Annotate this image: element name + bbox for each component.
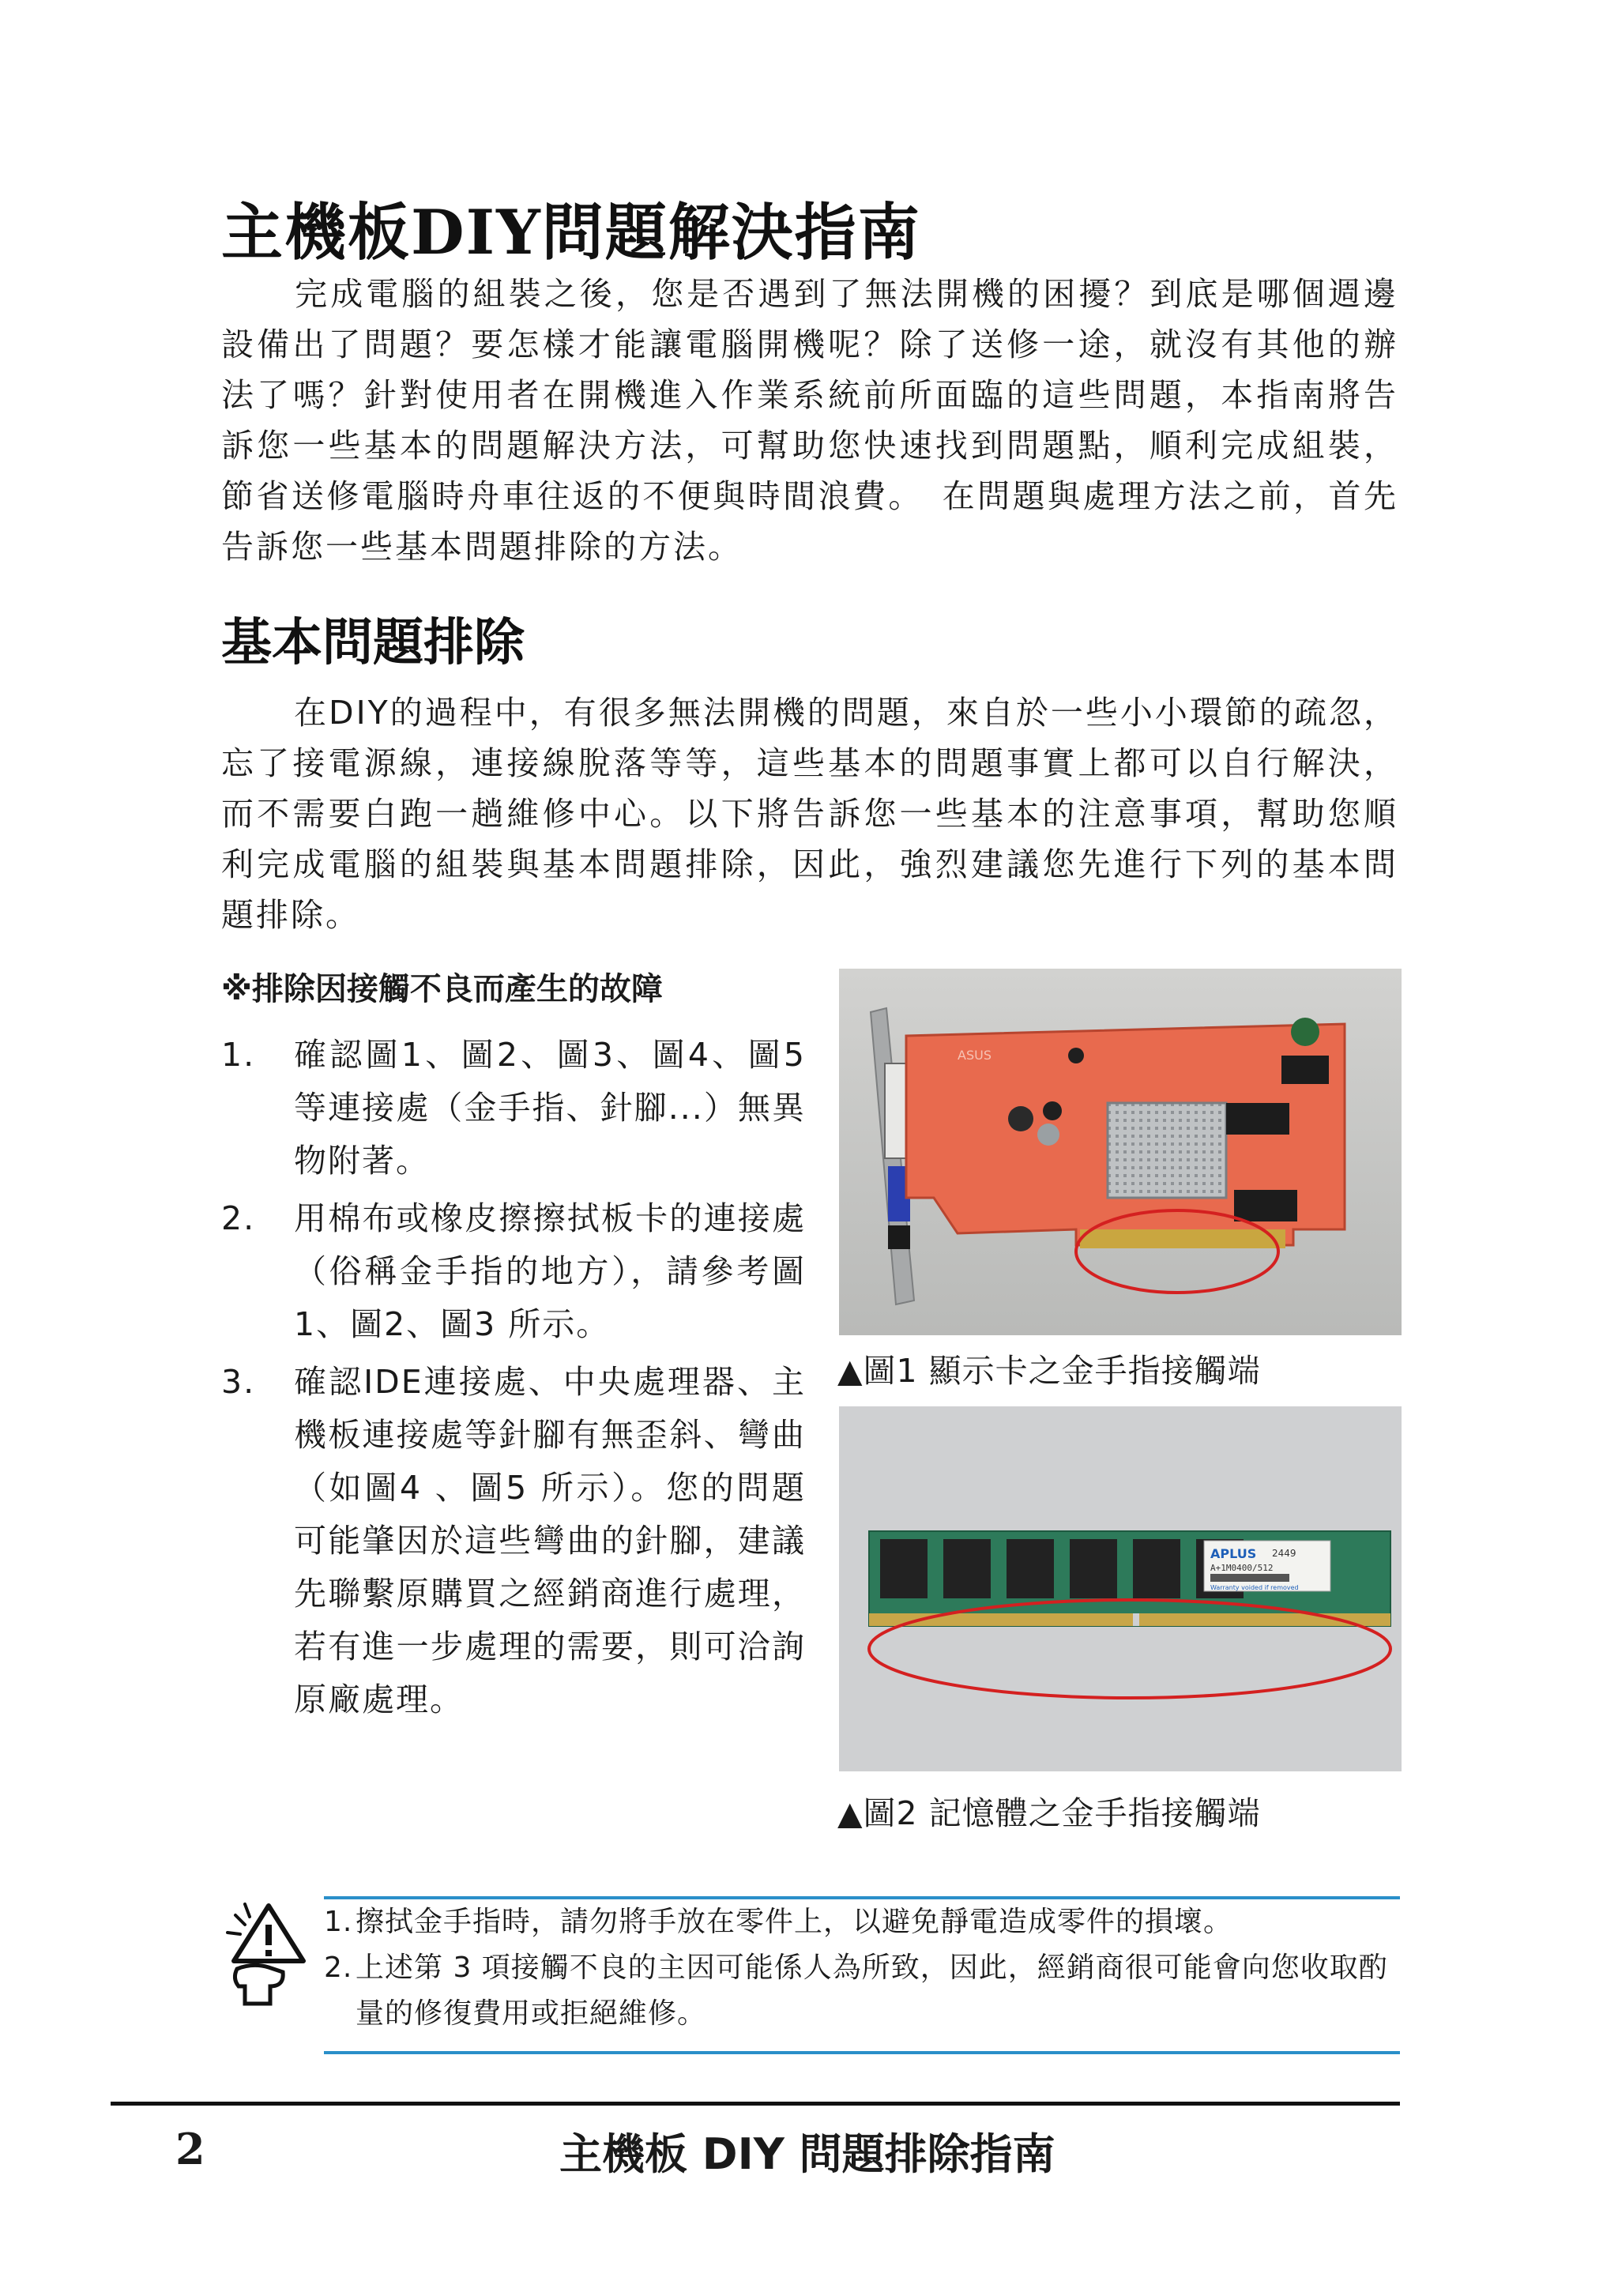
step-text: 確認IDE連接處、中央處理器、主機板連接處等針腳有無歪斜、彎曲（如圖4 、圖5 所示）。您的問題可能肇因於這些彎曲的針腳，建議先聯繫原購買之經銷商進行處理，若有進一步處理的需要，則可洽詢原廠處理。 [294,1363,806,1718]
note-number: 2. [324,1952,353,1984]
step-number: 1. [221,1036,256,1074]
footer-rule [111,2102,1400,2106]
note-text: 擦拭金手指時，請勿將手放在零件上，以避免靜電造成零件的損壞。 [356,1906,1233,1938]
label-line2: A+1M0400/512 [1210,1563,1274,1573]
section-text: 在DIY的過程中，有很多無法開機的問題，來自於一些小小環節的疏忽，忘了接電源線，連接線脫落等等，這些基本的問題事實上都可以自行解決，而不需要白跑一趟維修中心。以下將告訴您一些基本的注意事項，幫助您順利完成電腦的組裝與基本問題排除，因此，強烈建議您先進行下列的基本問題排除。 [221,694,1398,934]
steps-list [221,1029,806,1731]
list-item [324,1899,1398,1945]
figure-2-caption: ▲圖2 記憶體之金手指接觸端 [837,1794,1261,1832]
step-number: 2. [221,1199,256,1237]
figure-2-photo [839,1406,1402,1771]
section-paragraph [221,687,1398,940]
subheading: ※排除因接觸不良而產生的故障 [221,971,663,1007]
list-item [324,1945,1398,2037]
step-text: 確認圖1、圖2、圖3、圖4、圖5等連接處（金手指、針腳...）無異物附著。 [294,1036,806,1180]
section-heading: 基本問題排除 [221,613,525,672]
label-line3: Warranty voided if removed [1210,1584,1299,1591]
caution-warning-icon [221,1899,316,2007]
page-number: 2 [175,2124,205,2174]
intro-paragraph [221,269,1398,572]
footer-title: 主機板 DIY 問題排除指南 [559,2129,1055,2179]
list-item [221,1192,806,1351]
step-text: 用棉布或橡皮擦擦拭板卡的連接處（俗稱金手指的地方），請參考圖1、圖2、圖3 所示。 [294,1199,806,1343]
note-number: 1. [324,1906,353,1938]
figure-1-photo [839,969,1402,1335]
board-logo: ASUS [958,1048,991,1063]
page-title: 主機板DIY問題解決指南 [221,197,921,269]
list-item [221,1029,806,1188]
label-brand: APLUS [1210,1546,1257,1561]
note-list [324,1899,1398,2037]
intro-text: 完成電腦的組裝之後，您是否遇到了無法開機的困擾？到底是哪個週邊設備出了問題？要怎樣才能讓電腦開機呢？除了送修一途，就沒有其他的辦法了嗎？針對使用者在開機進入作業系統前所面臨的這些問題，本指南將告訴您一些基本的問題解決方法，可幫助您快速找到問題點，順利完成組裝，節省送修電腦時舟車往返的不便與時間浪費。 在問題與處理方法之前，首先告訴您一些基本問題排除的方法。 [221,275,1398,566]
step-number: 3. [221,1363,256,1401]
note-bottom-rule [324,2051,1400,2054]
list-item [221,1356,806,1726]
label-line1: 2449 [1272,1548,1296,1559]
note-text: 上述第 3 項接觸不良的主因可能係人為所致，因此，經銷商很可能會向您收取酌量的修復費用或拒絕維修。 [356,1952,1388,2030]
figure-1-caption: ▲圖1 顯示卡之金手指接觸端 [837,1352,1261,1390]
